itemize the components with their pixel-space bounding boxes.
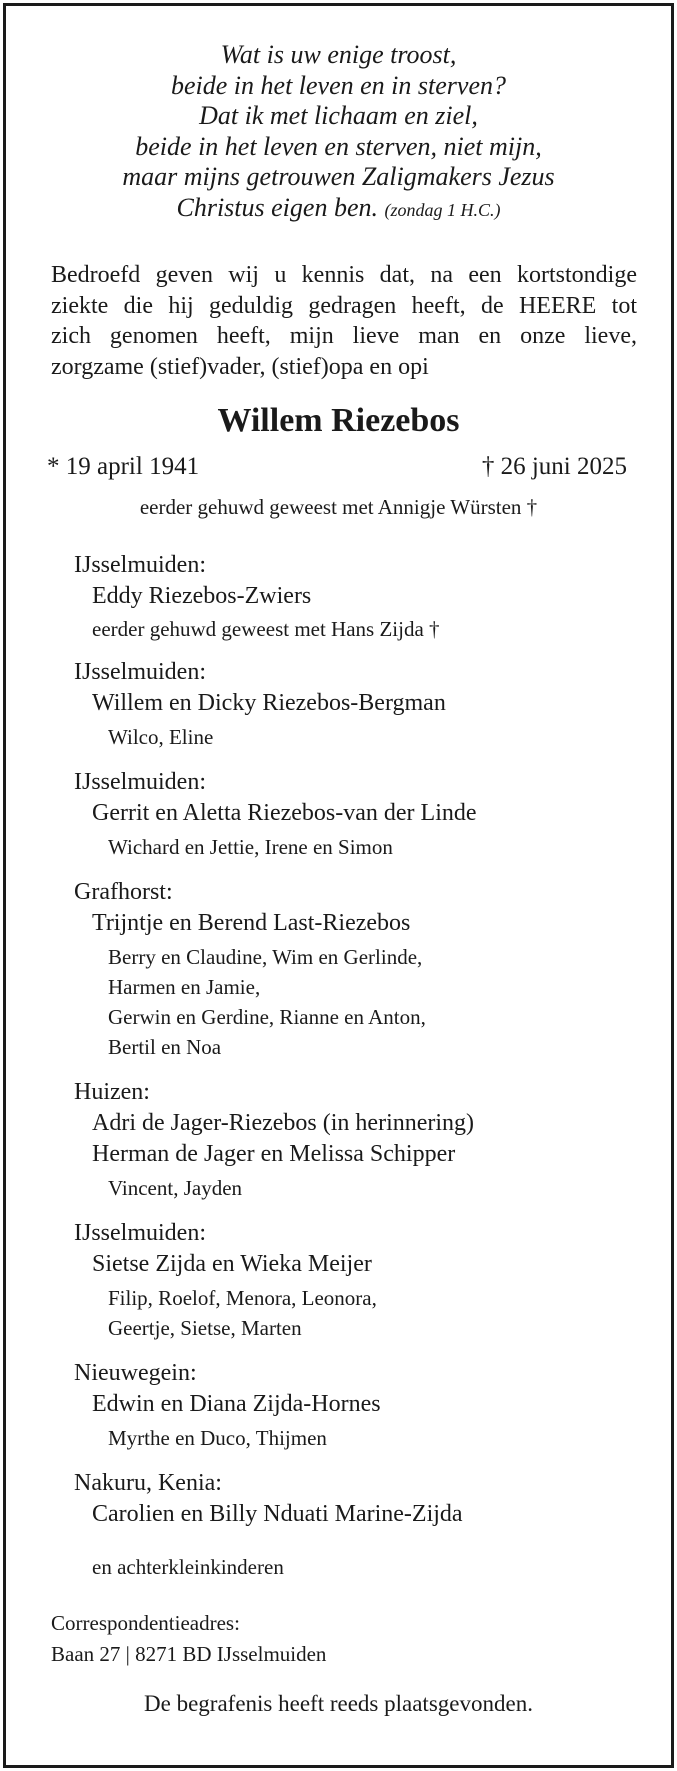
poem-line: maar mijns getrouwen Zaligmakers Jezus <box>122 162 555 192</box>
family-name: Edwin en Diana Zijda-Hornes <box>92 1391 381 1417</box>
family-place: Grafhorst: <box>74 879 173 905</box>
deceased-name: Willem Riezebos <box>217 402 460 439</box>
poem-line: beide in het leven en in sterven? <box>171 70 506 100</box>
family-children: Filip, Roelof, Menora, Leonora, <box>108 1286 377 1310</box>
birth-date: * 19 april 1941 <box>47 453 200 480</box>
family-place: IJsselmuiden: <box>74 552 206 578</box>
family-children: Harmen en Jamie, <box>108 975 261 999</box>
correspondence-label: Correspondentieadres: <box>51 1611 240 1635</box>
family-children: Myrthe en Duco, Thijmen <box>108 1426 327 1450</box>
obituary-card <box>3 3 674 1768</box>
intro-line: zich genomen heeft, mijn lieve man en onze lieve, <box>51 323 637 349</box>
poem-line: Dat ik met lichaam en ziel, <box>199 101 478 131</box>
family-children: Gerwin en Gerdine, Rianne en Anton, <box>108 1005 426 1029</box>
family-place: IJsselmuiden: <box>74 659 206 685</box>
family-place: IJsselmuiden: <box>74 1220 206 1246</box>
correspondence-address: Baan 27 | 8271 BD IJsselmuiden <box>51 1642 327 1666</box>
family-children: Vincent, Jayden <box>108 1176 243 1200</box>
family-name: Adri de Jager-Riezebos (in herinnering) <box>92 1110 475 1136</box>
family-name: Eddy Riezebos-Zwiers <box>92 583 312 609</box>
previous-marriage: eerder gehuwd geweest met Annigje Würsten † <box>139 495 538 519</box>
family-name: Sietse Zijda en Wieka Meijer <box>92 1251 372 1277</box>
family-place: Nieuwegein: <box>74 1360 197 1386</box>
family-children: Berry en Claudine, Wim en Gerlinde, <box>108 945 423 969</box>
family-note: eerder gehuwd geweest met Hans Zijda † <box>92 617 440 641</box>
poem-line <box>6 193 671 226</box>
poem <box>6 40 671 226</box>
intro-paragraph <box>51 260 637 382</box>
family-place: Nakuru, Kenia: <box>74 1470 222 1496</box>
poem-last-line: Christus eigen ben. <box>176 192 378 222</box>
family-name: Carolien en Billy Nduati Marine-Zijda <box>92 1501 463 1527</box>
intro-line: zorgzame (stief)vader, (stief)opa en opi <box>51 353 429 380</box>
family-children: Wichard en Jettie, Irene en Simon <box>108 835 393 859</box>
poem-line: Wat is uw enige troost, <box>220 40 457 69</box>
family-place: IJsselmuiden: <box>74 769 206 795</box>
poem-line: beide in het leven en sterven, niet mijn, <box>135 131 542 161</box>
intro-line: ziekte die hij geduldig gedragen heeft, de HEERE tot <box>51 292 637 319</box>
family-name: Gerrit en Aletta Riezebos-van der Linde <box>92 800 477 826</box>
family-place: Huizen: <box>74 1079 150 1105</box>
family-name: Trijntje en Berend Last-Riezebos <box>92 910 411 936</box>
family-name: Willem en Dicky Riezebos-Bergman <box>92 690 446 716</box>
family-children: Geertje, Sietse, Marten <box>108 1316 302 1340</box>
family-children: Wilco, Eline <box>108 725 214 749</box>
funeral-note: De begrafenis heeft reeds plaatsgevonden. <box>144 1691 533 1716</box>
family-name: Herman de Jager en Melissa Schipper <box>92 1141 456 1167</box>
poem-reference: (zondag 1 H.C.) <box>384 199 501 220</box>
intro-line: Bedroefd geven wij u kennis dat, na een kortstondige <box>51 262 637 288</box>
great-grandchildren: en achterkleinkinderen <box>92 1555 284 1579</box>
family-children: Bertil en Noa <box>108 1035 222 1059</box>
death-date: † 26 juni 2025 <box>481 453 627 480</box>
